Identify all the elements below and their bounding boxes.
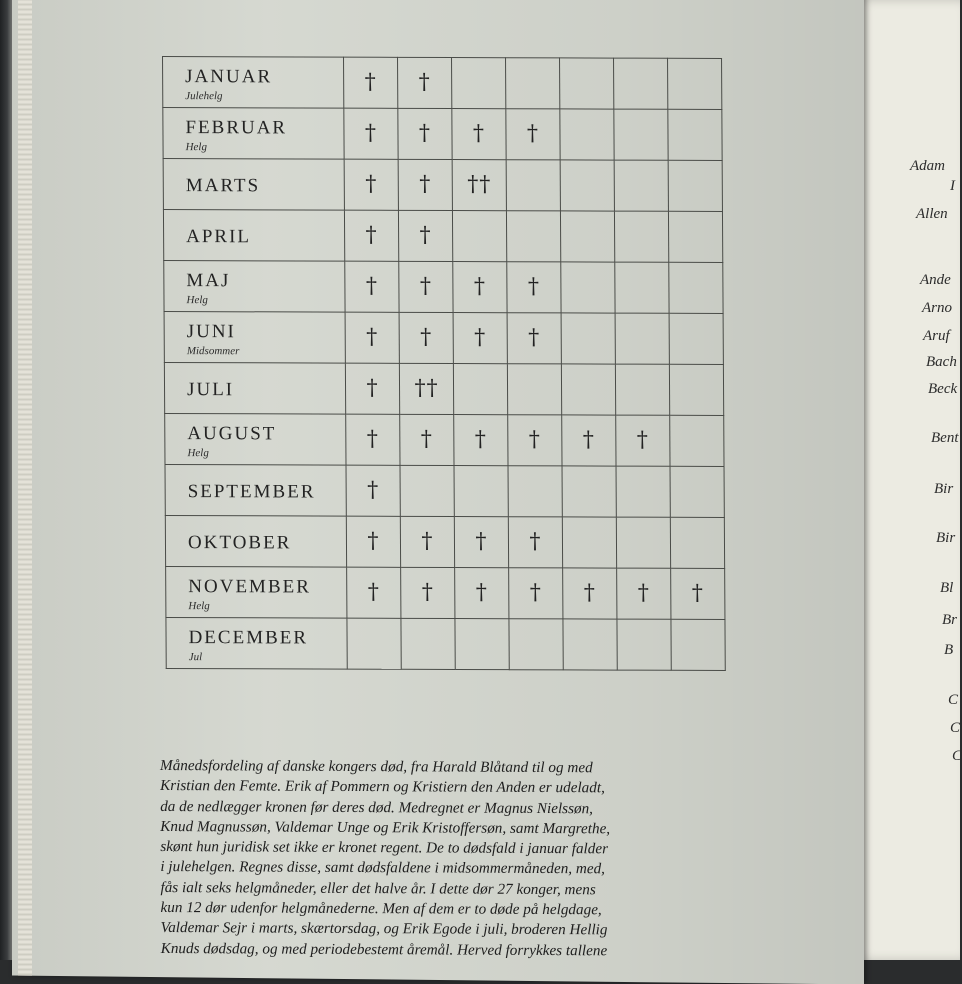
death-mark-cell: [614, 109, 668, 160]
death-mark-cell: †: [453, 262, 507, 313]
death-mark-cell: [670, 517, 724, 568]
month-cell: [166, 617, 347, 669]
death-mark-cell: [561, 313, 615, 364]
death-mark-cell: [400, 465, 454, 516]
death-mark-cell: [508, 466, 562, 517]
death-mark-cell: †: [344, 57, 398, 108]
caption-line: Månedsfordeling af danske kongers død, fra Harald Blåtand til og med: [160, 757, 593, 777]
death-mark-cell: ††: [452, 160, 506, 211]
month-cell: [164, 362, 345, 414]
death-mark-cell: †: [562, 415, 616, 466]
death-mark-cell: [509, 619, 563, 670]
month-row: [164, 311, 723, 364]
month-row: [165, 515, 724, 568]
death-mark-cell: †: [398, 159, 452, 210]
death-mark-cell: †: [616, 415, 670, 466]
month-cell: [163, 209, 344, 261]
month-subtitle: Midsommer: [186, 345, 240, 358]
index-fragment: Bir: [934, 481, 954, 497]
death-mark-cell: †: [507, 262, 561, 313]
month-name: MAJ: [186, 270, 231, 292]
death-mark-cell: [616, 517, 670, 568]
month-table: [162, 56, 726, 671]
month-subtitle: Jul: [188, 651, 203, 664]
death-mark-cell: [563, 619, 617, 670]
death-mark-cell: [401, 618, 455, 669]
death-mark-cell: [455, 619, 509, 670]
month-subtitle: Helg: [186, 294, 208, 307]
death-mark-cell: †: [508, 415, 562, 466]
death-mark-cell: [669, 313, 723, 364]
month-name: JUNI: [186, 321, 236, 343]
caption-line: Valdemar Sejr i marts, skærtorsdag, og Erik Egode i juli, broderen Hellig: [160, 919, 608, 939]
death-mark-cell: [560, 160, 614, 211]
index-fragment: Adam: [910, 158, 945, 174]
index-fragment: B: [944, 642, 954, 658]
facing-page: [858, 0, 960, 960]
death-mark-cell: †: [345, 261, 399, 312]
caption-line: i julehelgen. Regnes disse, samt dødsfaldene i midsommermåneden, med,: [160, 858, 605, 878]
death-mark-cell: †: [452, 109, 506, 160]
death-mark-cell: †: [400, 414, 454, 465]
death-mark-cell: [452, 211, 506, 262]
month-subtitle: Julehelg: [185, 90, 223, 103]
death-mark-cell: [668, 58, 722, 109]
death-mark-cell: †: [507, 313, 561, 364]
death-mark-cell: [668, 109, 722, 160]
death-mark-cell: [506, 160, 560, 211]
month-subtitle: Helg: [188, 600, 210, 613]
caption-line: Knuds dødsdag, og med periodebestemt åremål. Herved forrykkes tallene: [160, 939, 608, 960]
month-cell: [163, 108, 344, 160]
caption-line: skønt hun juridisk set ikke er kronet regent. De to dødsfald i januar falder: [160, 838, 609, 858]
death-mark-cell: †: [399, 312, 453, 363]
death-mark-cell: [560, 211, 614, 262]
death-mark-cell: [562, 466, 616, 517]
death-mark-cell: †: [508, 517, 562, 568]
death-mark-cell: †: [345, 312, 399, 363]
index-fragment: Br: [942, 612, 957, 628]
month-cell: [165, 413, 346, 465]
caption-paragraph: [160, 756, 761, 962]
month-cell: [166, 566, 347, 618]
death-mark-cell: †: [671, 568, 725, 619]
death-mark-cell: †: [347, 567, 401, 618]
death-mark-cell: [671, 619, 725, 670]
month-name: APRIL: [186, 226, 252, 248]
death-mark-cell: [669, 262, 723, 313]
death-mark-cell: [347, 618, 401, 669]
month-row: [163, 57, 722, 110]
caption-line: Knud Magnussøn, Valdemar Unge og Erik Kristoffersøn, samt Margrethe,: [160, 817, 611, 838]
death-mark-cell: [616, 466, 670, 517]
death-mark-cell: †: [398, 57, 452, 108]
month-cell: [163, 57, 344, 109]
index-fragment: Bach: [926, 354, 957, 370]
month-name: OKTOBER: [187, 532, 292, 554]
index-fragment: I: [950, 178, 955, 194]
month-row: [166, 617, 725, 670]
month-row: [165, 413, 724, 466]
index-fragment: Ande: [920, 272, 951, 288]
death-mark-cell: †: [454, 415, 508, 466]
death-mark-cell: [617, 619, 671, 670]
death-mark-cell: [668, 160, 722, 211]
month-subtitle: Helg: [185, 141, 207, 154]
death-mark-cell: [561, 262, 615, 313]
index-fragment: Bl: [940, 580, 954, 596]
death-mark-cell: [560, 109, 614, 160]
caption-line: da de nedlægger kronen før deres død. Medregnet er Magnus Nielssøn,: [160, 797, 593, 817]
month-name: SEPTEMBER: [187, 481, 316, 503]
index-fragment: Beck: [928, 381, 958, 397]
death-mark-cell: †: [346, 516, 400, 567]
month-row: [166, 566, 725, 619]
death-mark-cell: †: [398, 108, 452, 159]
death-month-grid: [162, 56, 726, 671]
index-fragment: C: [952, 748, 962, 764]
death-mark-cell: †: [399, 261, 453, 312]
death-mark-cell: [670, 466, 724, 517]
month-name: DECEMBER: [188, 627, 309, 649]
month-name: AUGUST: [187, 423, 277, 445]
death-mark-cell: [615, 364, 669, 415]
death-mark-cell: †: [344, 108, 398, 159]
death-mark-cell: †: [453, 313, 507, 364]
death-mark-cell: †: [563, 568, 617, 619]
death-mark-cell: [615, 262, 669, 313]
death-mark-cell: [453, 364, 507, 415]
index-fragment: C: [950, 720, 961, 736]
death-mark-cell: †: [345, 363, 399, 414]
death-mark-cell: [614, 160, 668, 211]
death-mark-cell: †: [346, 414, 400, 465]
death-mark-cell: †: [344, 210, 398, 261]
month-name: JANUAR: [185, 66, 273, 88]
death-mark-cell: [614, 211, 668, 262]
death-mark-cell: †: [454, 517, 508, 568]
month-subtitle: Helg: [187, 447, 209, 460]
death-mark-cell: [669, 364, 723, 415]
death-mark-cell: †: [506, 109, 560, 160]
month-row: [163, 108, 722, 161]
death-mark-cell: †: [344, 159, 398, 210]
month-cell: [164, 311, 345, 363]
death-mark-cell: [506, 211, 560, 262]
caption-line: kun 12 dør udenfor helgmånederne. Men af dem er to døde på helgdage,: [160, 899, 602, 919]
index-fragment: Bent: [931, 430, 959, 446]
month-cell: [163, 158, 344, 210]
death-mark-cell: [614, 58, 668, 109]
index-fragment: C: [948, 692, 959, 708]
caption-line: Kristian den Femte. Erik af Pommern og Kristiern den Anden er udeladt,: [160, 777, 605, 797]
death-mark-cell: [670, 415, 724, 466]
index-fragment: Allen: [916, 206, 948, 222]
death-mark-cell: †: [617, 568, 671, 619]
death-mark-cell: [454, 466, 508, 517]
month-name: NOVEMBER: [188, 576, 311, 598]
month-cell: [165, 515, 346, 567]
death-mark-cell: [507, 364, 561, 415]
death-mark-cell: [452, 58, 506, 109]
death-mark-cell: ††: [399, 363, 453, 414]
death-mark-cell: †: [346, 465, 400, 516]
death-mark-cell: †: [455, 568, 509, 619]
month-row: [163, 209, 722, 262]
month-row: [165, 464, 724, 517]
month-cell: [164, 260, 345, 312]
death-mark-cell: [615, 313, 669, 364]
month-name: JULI: [186, 379, 235, 401]
death-mark-cell: [668, 211, 722, 262]
caption-line: fås ialt seks helgmåneder, eller det halve år. I dette dør 27 konger, mens: [160, 878, 596, 899]
death-mark-cell: [560, 58, 614, 109]
death-mark-cell: [561, 364, 615, 415]
month-row: [164, 362, 723, 415]
index-fragment: Aruf: [923, 328, 950, 344]
death-mark-cell: †: [401, 567, 455, 618]
month-name: MARTS: [185, 175, 261, 197]
death-mark-cell: †: [400, 516, 454, 567]
index-fragment: Bir: [936, 530, 956, 546]
index-fragment: Arno: [922, 300, 952, 316]
death-mark-cell: †: [398, 210, 452, 261]
death-mark-cell: [562, 517, 616, 568]
month-cell: [165, 464, 346, 516]
month-row: [163, 158, 722, 211]
death-mark-cell: †: [509, 568, 563, 619]
death-mark-cell: [506, 58, 560, 109]
month-name: FEBRUAR: [185, 117, 288, 139]
month-row: [164, 260, 723, 313]
page-deckle-edge: [18, 0, 32, 976]
